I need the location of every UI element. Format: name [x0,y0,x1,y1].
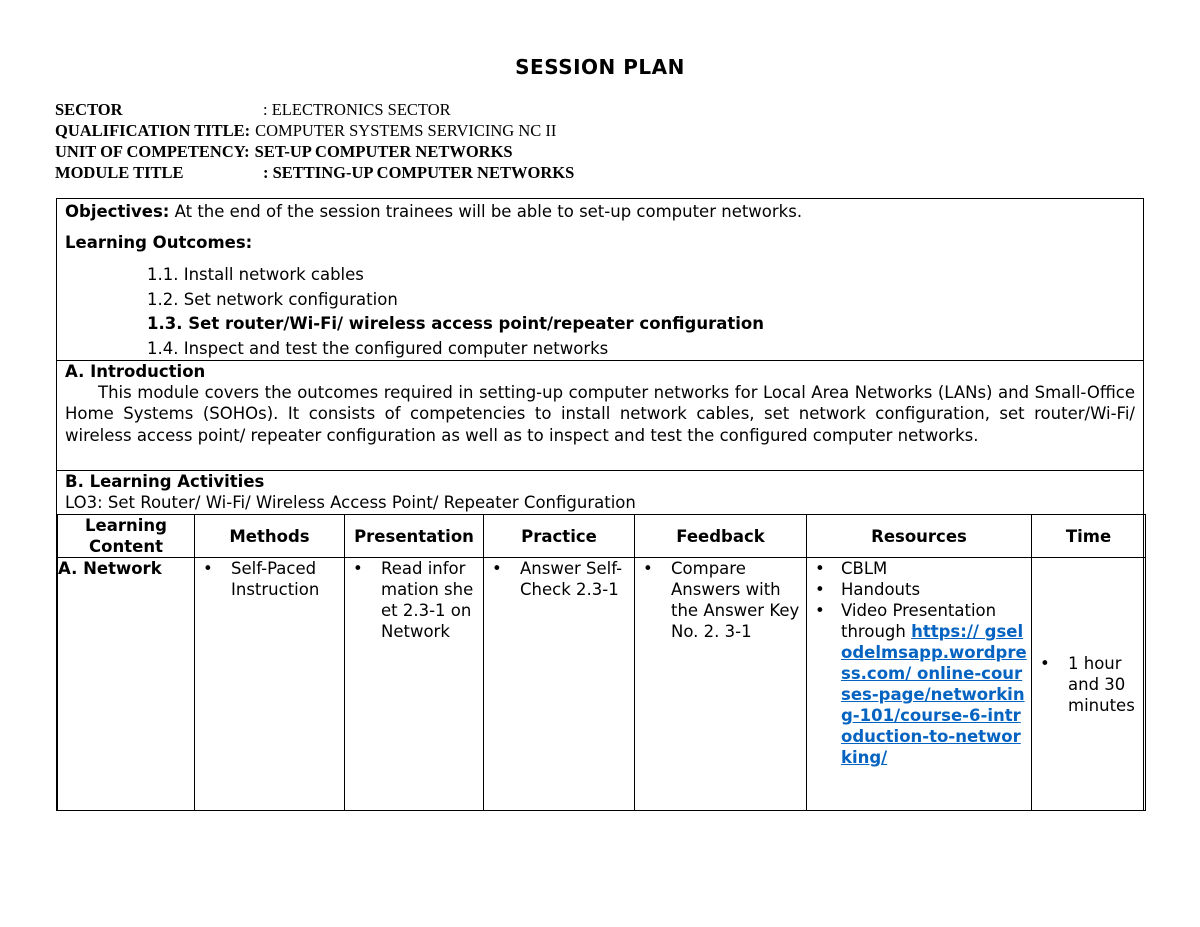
header-practice: Practice [484,515,635,558]
learning-outcomes-heading: Learning Outcomes: [65,233,253,252]
learning-outcome-item: 1.4. Inspect and test the configured computer networks [147,338,609,358]
learning-activities-subheading: LO3: Set Router/ Wi-Fi/ Wireless Access Point/ Repeater Configuration [65,493,636,512]
header-time: Time [1032,515,1146,558]
meta-module [55,162,574,183]
cell-resources [807,558,1032,811]
sector-value: : ELECTRONICS SECTOR [263,100,451,119]
resource-item: • Handouts [807,579,1031,600]
feedback-item: • Compare Answers with the Answer Key No. 2. 3-1 [635,558,806,642]
unit-label: UNIT OF COMPETENCY: [55,142,250,161]
header-presentation: Presentation [345,515,484,558]
resource-item-text: Video Presentation through [841,601,997,641]
objectives-section [57,199,1143,361]
resource-item-video [807,600,1031,768]
header-resources: Resources [807,515,1032,558]
learning-outcome-item: 1.3. Set router/Wi-Fi/ wireless access point/repeater configuration [147,314,764,333]
header-feedback: Feedback [635,515,807,558]
cell-feedback [635,558,807,811]
learning-activities-section [57,471,1143,514]
header-learning-content: Learning Content [58,515,195,558]
session-meta [55,99,574,183]
qualification-value: COMPUTER SYSTEMS SERVICING NC II [255,121,557,140]
learning-outcome-item: 1.2. Set network configuration [147,289,398,309]
learning-outcomes-list [147,263,1135,361]
introduction-section [57,361,1143,471]
practice-item: • Answer Self-Check 2.3-1 [484,558,634,600]
meta-sector [55,99,574,120]
module-value: : SETTING-UP COMPUTER NETWORKS [263,163,575,182]
qualification-label: QUALIFICATION TITLE: [55,121,251,140]
session-plan-box [56,198,1144,811]
unit-value: SET-UP COMPUTER NETWORKS [254,142,513,161]
learning-activities-heading: B. Learning Activities [65,472,265,491]
cell-practice [484,558,635,811]
resource-link[interactable]: https:// gselodelmsapp.wordpress.com/ online-courses-page/networking-101/course-6-introduction-to-networking/ [841,622,1027,767]
presentation-item: • Read information sheet 2.3-1 on Network [345,558,483,642]
cell-learning-content: A. Network [58,558,195,811]
resource-item: • CBLM [807,558,1031,579]
sector-label: SECTOR [55,100,123,119]
methods-item: • Self-Paced Instruction [195,558,344,600]
activities-table [57,514,1146,811]
introduction-heading: A. Introduction [65,362,206,381]
time-item: • 1 hour and 30 minutes [1032,653,1145,716]
introduction-body: This module covers the outcomes required in setting-up computer networks for Local Area Networks (LANs) and Small-Office Home Systems (SOHOs). It consists of competencies to install network cables, set network configuration, set router/Wi-Fi/ wireless access point/ repeater configuration as well as to inspect and test the configured computer networks. [65,383,1135,445]
objectives [65,201,1135,222]
learning-outcome-item: 1.1. Install network cables [147,265,364,284]
table-row [58,558,1146,811]
cell-presentation [345,558,484,811]
cell-time [1032,558,1146,811]
header-methods: Methods [195,515,345,558]
cell-methods [195,558,345,811]
module-label: MODULE TITLE [55,163,184,182]
page-title: SESSION PLAN [515,55,685,79]
table-header-row [58,515,1146,558]
objectives-text: At the end of the session trainees will be able to set-up computer networks. [169,202,803,221]
objectives-label: Objectives: [65,202,170,221]
meta-unit [55,141,574,162]
meta-qualification [55,120,574,141]
